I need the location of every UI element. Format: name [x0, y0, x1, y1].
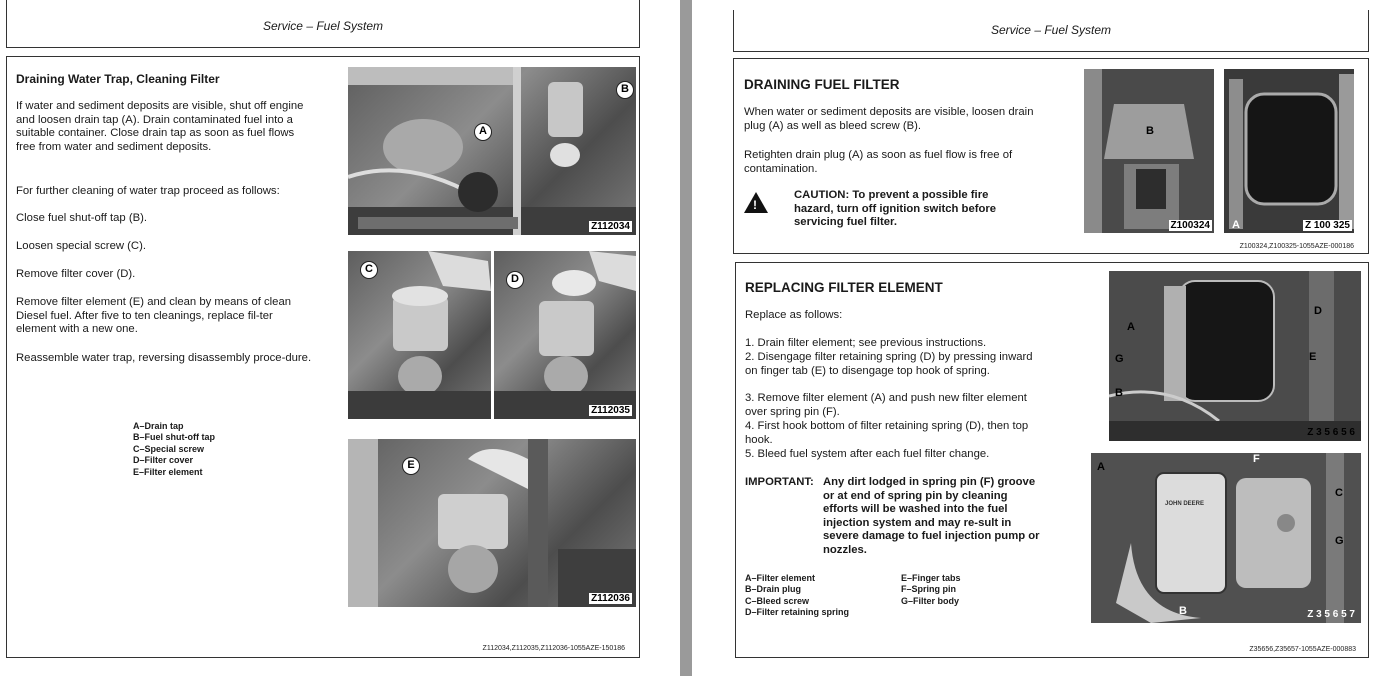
photo-filter-cover	[494, 251, 636, 419]
caution-warning-icon: !	[744, 192, 768, 213]
legend-item: A–Drain tap	[133, 421, 184, 431]
callout-a: A	[474, 123, 492, 141]
callout-d: D	[506, 271, 524, 289]
callout-b: B	[1146, 125, 1154, 137]
callout-b: B	[616, 81, 634, 99]
photo-caption: Z 3 5 6 5 6	[1307, 427, 1355, 438]
legend-item: B–Drain plug	[745, 584, 802, 595]
left-paragraph-3: Close fuel shut-off tap (B).	[16, 212, 148, 224]
left-section-title: Draining Water Trap, Cleaning Filter	[16, 72, 220, 86]
step-3: 3. Remove filter element (A) and push new filter element over spring pin (F).	[745, 392, 1027, 418]
legend-item: C–Special screw	[133, 443, 205, 454]
legend-item: F–Spring pin	[901, 584, 956, 595]
section1-paragraph-2: Retighten drain plug (A) as soon as fuel flow is free of contamination.	[744, 149, 1013, 175]
photo-bleed-screw	[1084, 69, 1214, 233]
legend-item: D–Filter retaining spring	[745, 607, 850, 618]
callout-a: A	[1232, 219, 1240, 231]
legend-item: C–Bleed screw	[745, 595, 810, 606]
photo-special-screw	[348, 251, 491, 419]
photo-caption: Z100324	[1170, 220, 1210, 231]
photo-illustration	[1109, 271, 1361, 441]
legend-item: E–Filter element	[133, 466, 203, 477]
step-5: 5. Bleed fuel system after each fuel filter change.	[745, 448, 990, 460]
left-section-box	[6, 56, 640, 658]
photo-illustration	[1091, 453, 1361, 623]
callout-c: C	[360, 261, 378, 279]
photo-filter-element	[348, 439, 636, 607]
caution-text: CAUTION: To prevent a possible fire hazard, turn off ignition switch before servicing fuel filter.	[794, 189, 997, 229]
step-2: 2. Disengage filter retaining spring (D) by pressing inward on finger tab (E) to disengage top hook of spring.	[745, 351, 1033, 377]
left-paragraph-7: Reassemble water trap, reversing disassembly proce-dure.	[16, 352, 312, 364]
callout-c: C	[1335, 487, 1343, 499]
callout-g: G	[1115, 353, 1124, 365]
left-header-box	[6, 0, 640, 48]
right-header-title: Service – Fuel System	[990, 23, 1112, 37]
step-4: 4. First hook bottom of filter retaining spring (D), then top hook.	[745, 420, 1029, 446]
callout-g: G	[1335, 535, 1344, 547]
photo-illustration	[1084, 69, 1214, 233]
legend-item: G–Filter body	[901, 595, 960, 606]
important-text: Any dirt lodged in spring pin (F) groove or at end of spring pin by cleaning efforts will be washed into the fuel injection system and may re-sult in severe damage to fuel injection pump or nozzles.	[823, 476, 1040, 556]
section2-legend-left	[745, 573, 895, 619]
left-reference: Z112034,Z112035,Z112036-1055AZE-150186	[482, 645, 625, 652]
photo-illustration	[1224, 69, 1354, 233]
right-page	[692, 0, 1382, 676]
left-paragraph-2: For further cleaning of water trap proceed as follows:	[16, 185, 280, 197]
section2-intro: Replace as follows:	[745, 309, 843, 321]
replacing-filter-element-section	[735, 262, 1369, 658]
legend-item: A–Filter element	[745, 573, 816, 583]
callout-e: E	[402, 457, 420, 475]
section1-reference: Z100324,Z100325-1055AZE-000186	[1239, 243, 1354, 250]
callout-a: A	[1097, 461, 1105, 473]
photo-filter-removed	[1091, 453, 1361, 623]
left-paragraph-6: Remove filter element (E) and clean by means of clean Diesel fuel. After five to ten cleanings, replace fil-ter element with a new one.	[16, 296, 292, 336]
left-paragraph-1: If water and sediment deposits are visible, shut off engine and loosen drain tap (A). Drain contaminated fuel into a suitable container. Close drain tap as soon as fuel flows free from water and sediment deposits.	[16, 100, 304, 153]
photo-caption: Z 3 5 6 5 7	[1307, 609, 1355, 620]
photo-caption: Z112036	[591, 593, 630, 604]
left-page	[0, 0, 680, 676]
filter-brand-label: JOHN DEERE	[1165, 501, 1205, 507]
legend-item: E–Finger tabs	[901, 573, 961, 583]
section2-reference: Z35656,Z35657-1055AZE-000883	[1249, 646, 1356, 653]
section2-legend-right	[901, 573, 1021, 607]
photo-filter-installed	[1109, 271, 1361, 441]
photo-caption: Z112035	[591, 405, 630, 416]
legend-item: D–Filter cover	[133, 455, 194, 466]
photo-water-trap-drain	[348, 67, 636, 235]
callout-b: B	[1115, 387, 1123, 399]
callout-a: A	[1127, 321, 1135, 333]
callout-f: F	[1253, 453, 1260, 465]
left-legend	[133, 421, 283, 478]
step-1: 1. Drain filter element; see previous instructions.	[745, 337, 987, 349]
left-paragraph-5: Remove filter cover (D).	[16, 268, 136, 280]
callout-e: E	[1309, 351, 1317, 363]
left-paragraph-4: Loosen special screw (C).	[16, 240, 146, 252]
page-gutter	[680, 0, 692, 676]
section1-title: DRAINING FUEL FILTER	[744, 77, 900, 92]
important-label: IMPORTANT:	[745, 476, 814, 488]
callout-b: B	[1179, 605, 1187, 617]
section2-title: REPLACING FILTER ELEMENT	[745, 280, 943, 295]
draining-fuel-filter-section	[733, 58, 1369, 254]
legend-item: B–Fuel shut-off tap	[133, 432, 215, 443]
section1-paragraph-1: When water or sediment deposits are visible, loosen drain plug (A) as well as bleed screw (B).	[744, 106, 1034, 132]
photo-illustration	[348, 439, 636, 607]
callout-d: D	[1314, 305, 1322, 317]
photo-illustration	[348, 67, 636, 235]
left-header-title: Service – Fuel System	[262, 19, 384, 33]
photo-caption: Z112034	[591, 221, 630, 232]
photo-drain-plug	[1224, 69, 1354, 233]
right-header-box	[733, 10, 1369, 52]
photo-caption: Z 100 325	[1304, 220, 1350, 231]
